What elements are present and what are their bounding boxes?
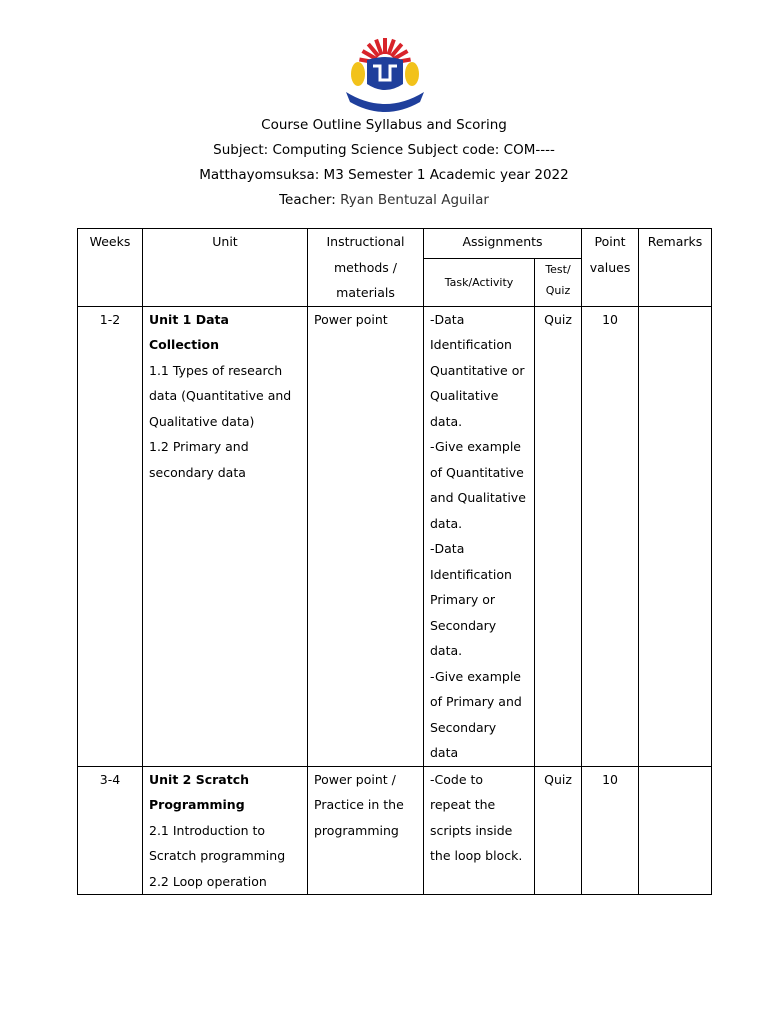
task-line: data. [430,643,463,658]
task-line: data. [430,515,463,531]
task-line: of Primary and [430,694,522,709]
col-unit-header: Unit [143,229,308,307]
task-line: Primary or [430,592,496,607]
task-line: data [430,745,459,760]
table-row [78,306,712,766]
unit-line: Scratch programming [149,848,286,863]
test-cell: Quiz [535,766,582,895]
weeks-cell: 3-4 [78,766,143,895]
methods-cell [308,766,424,895]
methods-line: programming [314,822,399,838]
header-row [78,229,712,259]
syllabus-table [77,228,712,895]
col-methods-header [308,229,424,307]
methods-line: Practice in the [314,797,404,812]
level-line: Matthayomsuksa: M3 Semester 1 Academic year 2022 [199,167,569,183]
col-points-header [582,229,639,307]
unit-title: Unit 1 Data Collection [149,311,229,352]
unit-line: 2.2 Loop operation [149,873,267,889]
points-header-line: values [589,259,631,275]
task-line: and Qualitative [430,490,526,505]
weeks-cell: 1-2 [78,306,143,766]
task-line: -Code to [430,771,484,787]
col-remarks-header: Remarks [639,229,712,307]
task-line: scripts inside [430,822,513,838]
col-assignments-header: Assignments [424,229,582,259]
task-line: Quantitative or [430,362,525,378]
task-line: -Data [430,311,465,327]
methods-cell [308,306,424,766]
unit-line: data (Quantitative and [149,388,292,403]
unit-line: 1.1 Types of research [149,362,283,378]
task-line: -Give example [430,668,521,684]
unit-cell [143,766,308,895]
task-line: of Quantitative [430,464,524,480]
school-logo [340,36,430,112]
methods-line: Power point [314,311,388,327]
unit-line: secondary data [149,464,246,480]
test-header-line: Test/ [545,262,571,276]
unit-title: Unit 2 Scratch [149,771,250,787]
unit-line: 1.2 Primary and [149,439,249,454]
task-line: repeat the [430,797,496,812]
task-line: Secondary [430,617,497,633]
methods-line: Power point / [314,771,396,787]
unit-line: 2.1 Introduction to [149,822,266,838]
points-cell: 10 [582,306,639,766]
remarks-cell [639,306,712,766]
remarks-cell [639,766,712,895]
methods-header-line: Instructional [326,234,405,249]
task-line: Qualitative [430,388,499,403]
teacher-name: Ryan Bentuzal Aguilar [340,192,489,208]
task-line: the loop block. [430,848,523,863]
task-cell [424,766,535,895]
points-cell: 10 [582,766,639,895]
task-line: Identification [430,566,512,582]
unit-line: Qualitative data) [149,413,255,429]
task-line: Identification [430,337,512,352]
col-task-header: Task/Activity [424,258,535,306]
task-line: data. [430,413,463,429]
subject-line: Subject: Computing Science Subject code: COM---- [213,142,555,158]
syllabus-title: Course Outline Syllabus and Scoring [261,117,507,133]
unit-cell [143,306,308,766]
task-cell [424,306,535,766]
points-header-line: Point [594,234,626,249]
col-weeks-header: Weeks [78,229,143,307]
col-test-header [535,258,582,306]
table-row [78,766,712,895]
teacher-line [0,192,768,208]
test-header-line: Quiz [545,283,571,297]
unit-title: Programming [149,797,245,812]
methods-header-line: materials [336,285,395,300]
task-line: -Give example [430,439,521,454]
task-line: -Data [430,541,465,556]
task-line: Secondary [430,719,497,735]
teacher-label: Teacher: [279,192,336,208]
test-cell: Quiz [535,306,582,766]
methods-header-line: methods / [334,259,397,275]
